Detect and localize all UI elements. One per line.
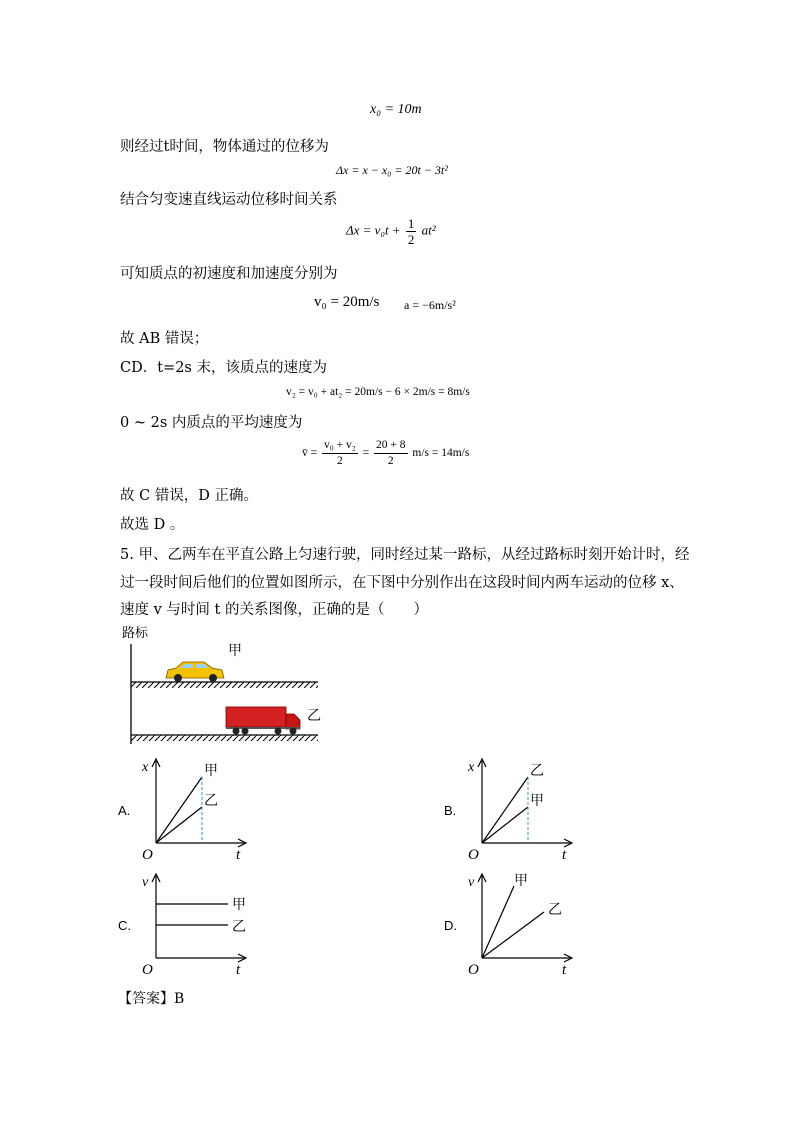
line-jia [482,886,514,958]
sign-label: 路标 [122,625,149,640]
option-d-label[interactable]: D. [444,918,457,933]
option-b-label[interactable]: B. [444,803,457,818]
upper-road-hatch [131,682,318,688]
scene-figure [118,622,328,747]
label-yi: 乙 [530,764,544,779]
text-line-3: 可知质点的初速度和加速度分别为 [120,266,338,282]
graph-c[interactable] [140,870,250,980]
line-yi [156,807,202,843]
axis-t-label: t [562,962,567,978]
line-yi [482,912,544,958]
eq-average-velocity: v̄ = $\frac{\text{v₀ + v₂}}{2}$ = $\frac{20 + 8}{2}$ m/s = 14m/s [302,439,470,467]
axis-v-label: v [468,875,475,890]
answer [118,988,184,1008]
text-line-4: 故 AB 错误； [120,331,209,347]
axis-v-label: v [142,875,149,890]
label-jia: 甲 [514,874,528,889]
axis-t-label: t [236,847,241,863]
eq-displacement: Δx = x − x₀ = 20t − 3t² [336,163,448,177]
axis-o-label: O [468,962,479,978]
text-line-2: 结合匀变速直线运动位移时间关系 [120,192,338,208]
text-line-5: CD．t=2s 末，该质点的速度为 [120,360,327,376]
axis-o-label: O [142,962,153,978]
graph-b[interactable] [466,755,576,865]
axis-o-label: O [468,847,479,863]
graph-d[interactable] [466,870,576,980]
option-c-label[interactable]: C. [118,918,131,933]
question-5-line-2: 过一段时间后他们的位置如图所示，在下图中分别作出在这段时间内两车运动的位移 x、 [120,575,684,591]
text-line-7: 故 C 错误，D 正确。 [120,488,259,504]
label-yi: 乙 [232,920,246,935]
question-5-line-3: 速度 v 与时间 t 的关系图像，正确的是（ ） [120,602,428,618]
axis-x-label: x [468,760,475,775]
answer-value: B [174,991,185,1007]
label-jia: 甲 [530,794,544,809]
label-yi: 乙 [204,794,218,809]
text-line-1: 则经过t时间，物体通过的位移为 [120,139,329,155]
eq-v0: v₀ = 20m/s [314,294,380,310]
label-yi-scene: 乙 [307,709,321,724]
text-line-8: 故选 D 。 [120,517,185,533]
eq-v2: v₂ = v₀ + at₂ = 20m/s − 6 × 2m/s = 8m/s [286,386,470,398]
label-jia-scene: 甲 [228,644,242,659]
axis-t-label: t [562,847,567,863]
label-yi: 乙 [548,903,562,918]
answer-tag: 【答案】 [118,991,174,1007]
eq-x0: x₀ = 10m [370,102,422,117]
line-jia [482,807,528,843]
label-jia: 甲 [232,898,246,913]
axis-t-label: t [236,962,241,978]
text-line-6: 0 ~ 2s 内质点的平均速度为 [120,415,303,431]
eq-a: a = −6m/s² [404,298,456,312]
truck-yi-icon [226,707,300,735]
line-jia [156,777,202,843]
option-a-label[interactable]: A. [118,803,131,818]
graph-a[interactable] [140,755,250,865]
lower-road-hatch [131,735,318,741]
axis-x-label: x [142,760,149,775]
car-jia-icon [166,662,224,682]
line-yi [482,777,528,843]
label-jia: 甲 [204,764,218,779]
eq-displacement-general: Δx = v₀t + $\frac{1}{2}$ at² [346,216,436,247]
question-5-line-1: 5. 甲、乙两车在平直公路上匀速行驶，同时经过某一路标，从经过路标时刻开始计时，经 [120,547,690,563]
axis-o-label: O [142,847,153,863]
